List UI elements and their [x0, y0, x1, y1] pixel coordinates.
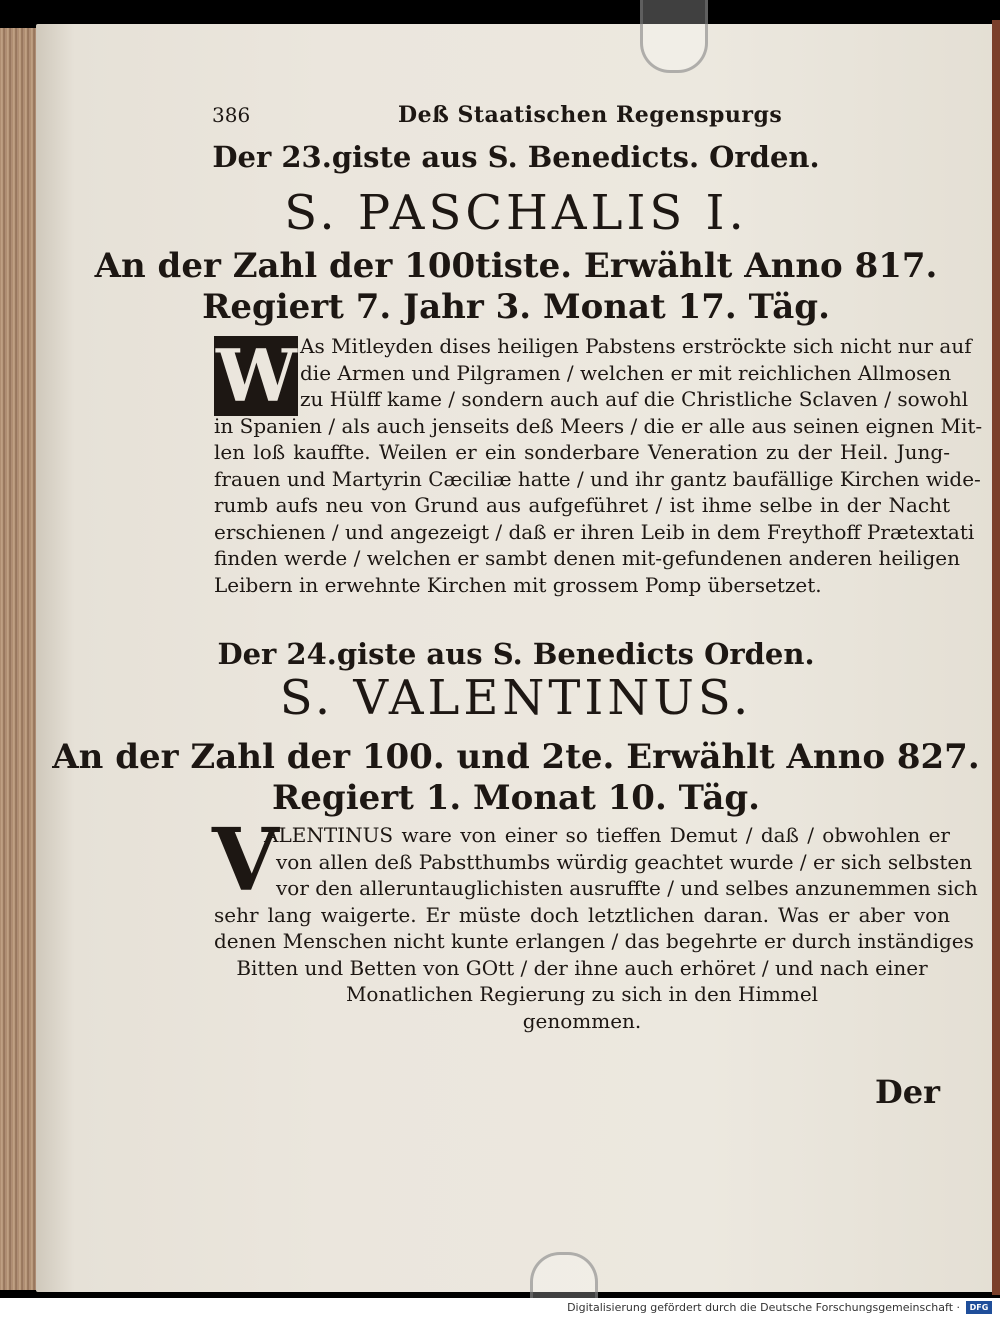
election-line: An der Zahl der 100. und 2te. Erwählt Anno 827.	[52, 737, 980, 777]
page-clip-top	[640, 0, 708, 73]
text-line: len loß kauffte. Weilen er ein sonderbare Veneration zu der Heil. Jung-	[214, 440, 950, 464]
running-header: Deß Staatischen Regenspurgs	[398, 102, 783, 128]
text-line: frauen und Martyrin Cæciliæ hatte / und ihr gantz baufällige Kirchen wide-	[214, 466, 981, 491]
text-line: von allen deß Pabstthumbs würdig geachtet wurde / er sich selbsten	[276, 849, 973, 874]
funding-notice: Digitalisierung gefördert durch die Deutsche Forschungsgemeinschaft ·	[567, 1301, 960, 1314]
text-line: rumb aufs neu von Grund aus aufgeführet / ist ihme selbe in der Nacht	[214, 493, 950, 517]
page-clip-bottom	[530, 1252, 598, 1298]
order-heading: Der 24.giste aus S. Benedicts Orden.	[217, 637, 815, 671]
order-heading: Der 23.giste aus S. Benedicts. Orden.	[212, 140, 820, 174]
catchword: Der	[875, 1073, 940, 1111]
pope-name: S. PASCHALIS I.	[284, 185, 748, 241]
text-line: Monatlichen Regierung zu sich in den Himmel	[345, 982, 819, 1006]
page-edges	[0, 28, 41, 1290]
text-line: Leibern in erwehnte Kirchen mit grossem Pomp übersetzet.	[214, 572, 822, 597]
election-line: An der Zahl der 100tiste. Erwählt Anno 817.	[94, 246, 938, 286]
text-line: in Spanien / als auch jenseits deß Meers / die er alle aus seinen eignen Mit-	[214, 413, 983, 438]
text-line: sehr lang waigerte. Er müste doch letztlichen daran. Was er aber von	[214, 902, 950, 927]
pope-name: S. VALENTINUS.	[279, 670, 753, 726]
entry-paragraph	[214, 333, 983, 598]
text-line: erschienen / und angezeigt / daß er ihren Leib in dem Freythoff Prætextati	[214, 519, 975, 544]
text-line: die Armen und Pilgramen / welchen er mit reichlichen Allmosen	[300, 360, 952, 385]
reign-line: Regiert 7. Jahr 3. Monat 17. Täg.	[202, 287, 830, 327]
drop-cap: V	[212, 810, 279, 911]
page-number: 386	[212, 103, 251, 127]
text-line: As Mitleyden dises heiligen Pabstens erströckte sich nicht nur auf	[300, 334, 972, 358]
text-line: zu Hülff kame / sondern auch auf die Christliche Sclaven / sowohl	[300, 387, 969, 411]
text-line: Bitten und Betten von GOtt / der ihne auch erhöret / und nach einer	[236, 955, 928, 980]
text-line: denen Menschen nicht kunte erlangen / das begehrte er durch inständiges	[214, 929, 974, 953]
dfg-logo-icon: DFG	[966, 1301, 992, 1314]
footer-bar	[0, 1298, 1000, 1318]
entry-paragraph	[214, 822, 978, 1034]
drop-cap: W	[216, 333, 297, 418]
reign-line: Regiert 1. Monat 10. Täg.	[272, 778, 760, 818]
text-line: genommen.	[522, 1008, 642, 1033]
text-line: vor den alleruntauglichisten ausruffte / und selbes anzunemmen sich	[276, 876, 978, 900]
text-line: finden werde / welchen er sambt denen mit-gefundenen anderen heiligen	[214, 546, 960, 570]
text-line: ALENTINUS ware von einer so tieffen Demut / daß / obwohlen er	[264, 823, 950, 847]
